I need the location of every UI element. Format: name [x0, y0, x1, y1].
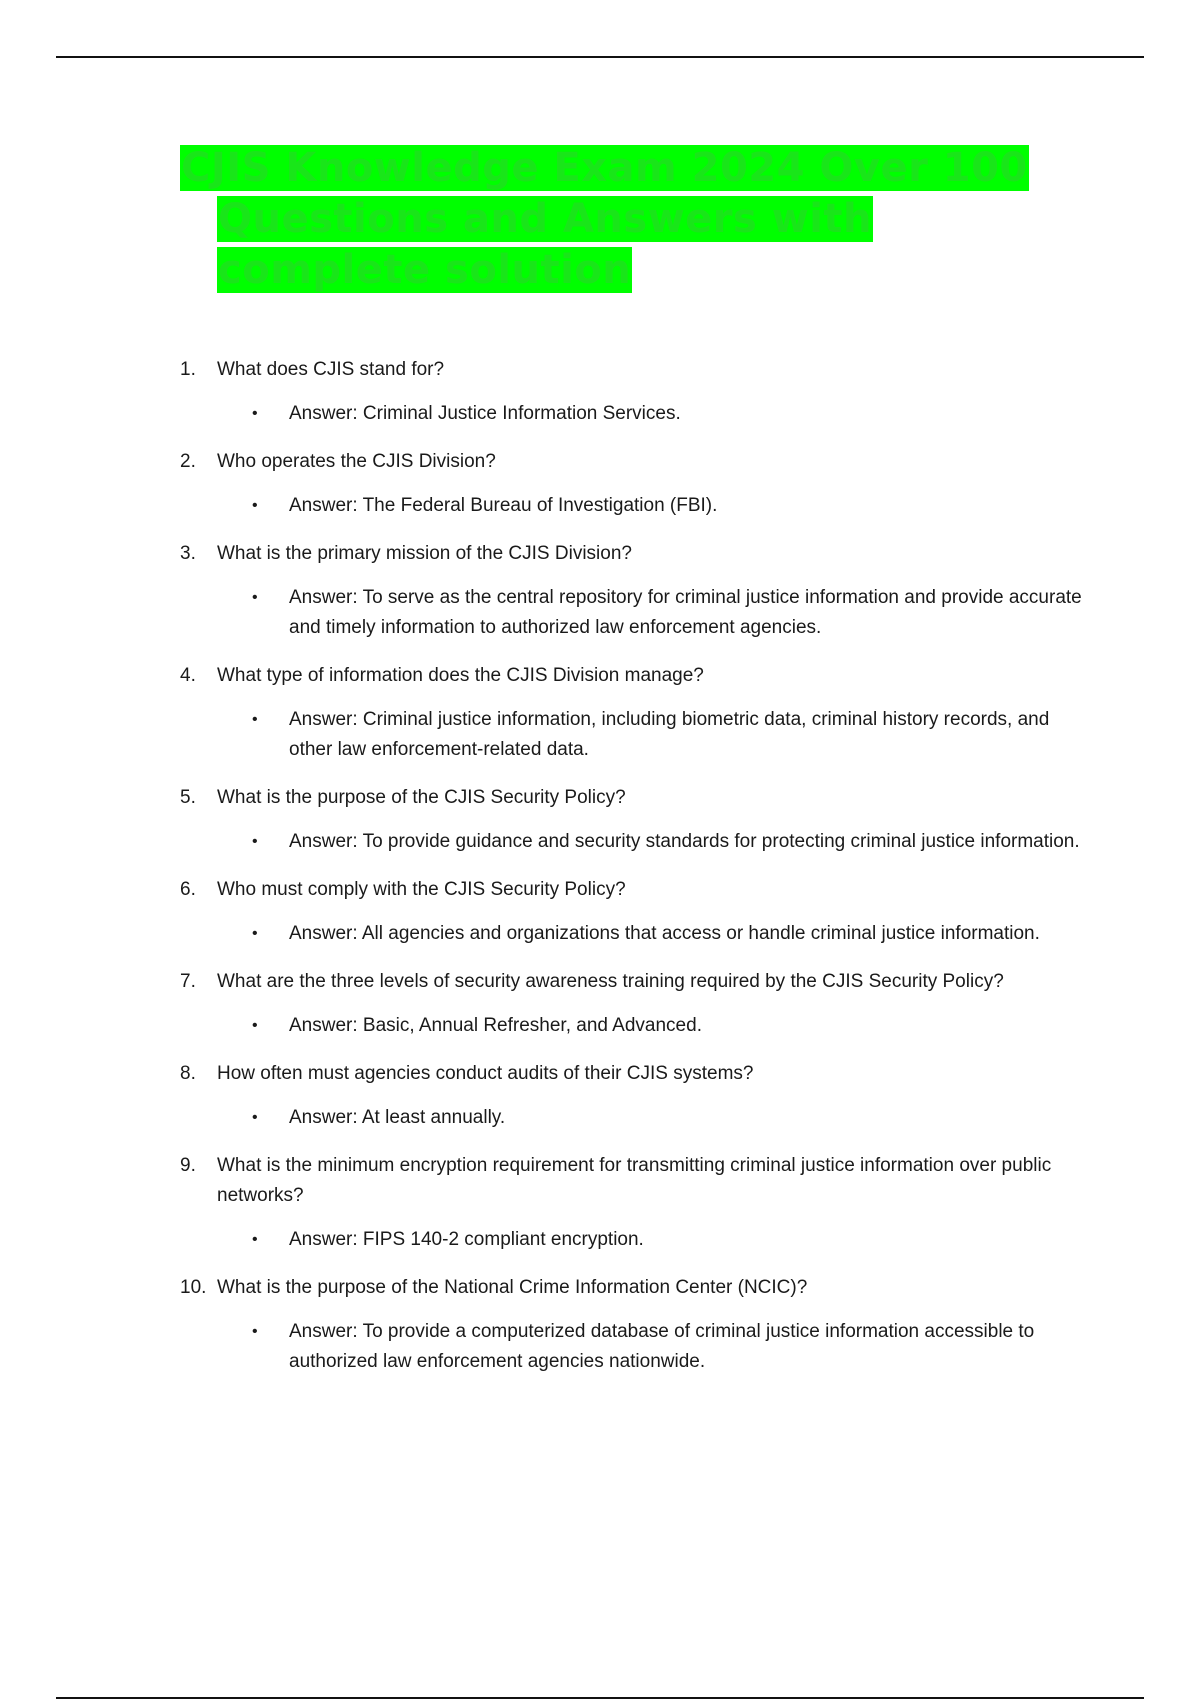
question-row [180, 783, 1100, 813]
question-text: What are the three levels of security awareness training required by the CJIS Security Policy? [217, 971, 1004, 992]
list-item [180, 875, 1100, 949]
question-row [180, 539, 1100, 569]
answer-row [180, 1103, 1100, 1133]
question-text: Who operates the CJIS Division? [217, 451, 496, 472]
question-number: 5. [180, 787, 196, 808]
bottom-rule [56, 1697, 1144, 1699]
answer-row [180, 827, 1100, 857]
answer-text: Answer: FIPS 140-2 compliant encryption. [289, 1229, 644, 1250]
question-number: 4. [180, 665, 196, 686]
question-text: Who must comply with the CJIS Security Policy? [217, 879, 626, 900]
question-text: What type of information does the CJIS Division manage? [217, 665, 704, 686]
title-line-2: Questions and Answers with [218, 196, 873, 242]
answer-text: Answer: The Federal Bureau of Investigation (FBI). [289, 495, 718, 516]
list-item [180, 447, 1100, 521]
question-row [180, 661, 1100, 691]
answer-row [180, 583, 1100, 643]
bullet-icon: • [252, 1231, 258, 1248]
list-item [180, 967, 1100, 1041]
bullet-icon: • [252, 925, 258, 942]
answer-row [180, 705, 1100, 765]
question-number: 1. [180, 359, 196, 380]
bullet-icon: • [252, 497, 258, 514]
answer-text: Answer: At least annually. [289, 1107, 506, 1128]
bullet-icon: • [252, 1017, 258, 1034]
question-row [180, 447, 1100, 477]
list-item [180, 1151, 1100, 1255]
bullet-icon: • [252, 1323, 258, 1340]
answer-row [180, 919, 1100, 949]
list-item [180, 1273, 1100, 1377]
question-text: What is the purpose of the CJIS Security Policy? [217, 787, 626, 808]
answer-text: Answer: All agencies and organizations that access or handle criminal justice information. [289, 923, 1040, 944]
question-number: 7. [180, 971, 196, 992]
question-number: 3. [180, 543, 196, 564]
question-row [180, 967, 1100, 997]
title-line-1: CJIS Knowledge Exam 2024 Over 100 [181, 145, 1028, 191]
question-row [180, 355, 1100, 385]
bullet-icon: • [252, 711, 258, 728]
question-number: 6. [180, 879, 196, 900]
question-text: What is the primary mission of the CJIS Division? [217, 543, 632, 564]
answer-row [180, 491, 1100, 521]
question-row [180, 1273, 1100, 1303]
question-row [180, 1151, 1100, 1211]
bullet-icon: • [252, 405, 258, 422]
question-list [180, 355, 1100, 1395]
question-number: 10. [180, 1277, 207, 1298]
bullet-icon: • [252, 589, 258, 606]
answer-row [180, 399, 1100, 429]
question-row [180, 1059, 1100, 1089]
answer-row [180, 1011, 1100, 1041]
answer-text: Answer: Basic, Annual Refresher, and Advanced. [289, 1015, 702, 1036]
document-body [180, 143, 1082, 1372]
answer-text: Answer: Criminal Justice Information Services. [289, 403, 681, 424]
question-row [180, 875, 1100, 905]
question-number: 9. [180, 1155, 196, 1176]
document-title [180, 143, 1080, 296]
question-text: What is the purpose of the National Crime Information Center (NCIC)? [217, 1277, 808, 1298]
list-item [180, 355, 1100, 429]
answer-text: Answer: To provide guidance and security standards for protecting criminal justice information. [289, 831, 1080, 852]
list-item [180, 1059, 1100, 1133]
answer-row [180, 1225, 1100, 1255]
list-item [180, 783, 1100, 857]
bullet-icon: • [252, 833, 258, 850]
answer-text: Answer: Criminal justice information, including biometric data, criminal history records, and other law enforcement-related data. [289, 709, 1050, 760]
title-line-3: complete solution [218, 247, 632, 293]
list-item [180, 539, 1100, 643]
answer-text: Answer: To serve as the central repository for criminal justice information and provide accurate and timely information to authorized law enforcement agencies. [289, 587, 1082, 638]
bullet-icon: • [252, 1109, 258, 1126]
question-text: What is the minimum encryption requirement for transmitting criminal justice information over public networks? [217, 1155, 1052, 1206]
answer-row [180, 1317, 1100, 1377]
top-rule [56, 56, 1144, 58]
answer-text: Answer: To provide a computerized database of criminal justice information accessible to authorized law enforcement agencies nationwide. [289, 1321, 1035, 1372]
question-text: How often must agencies conduct audits of their CJIS systems? [217, 1063, 754, 1084]
question-text: What does CJIS stand for? [217, 359, 445, 380]
question-number: 2. [180, 451, 196, 472]
list-item [180, 661, 1100, 765]
question-number: 8. [180, 1063, 196, 1084]
